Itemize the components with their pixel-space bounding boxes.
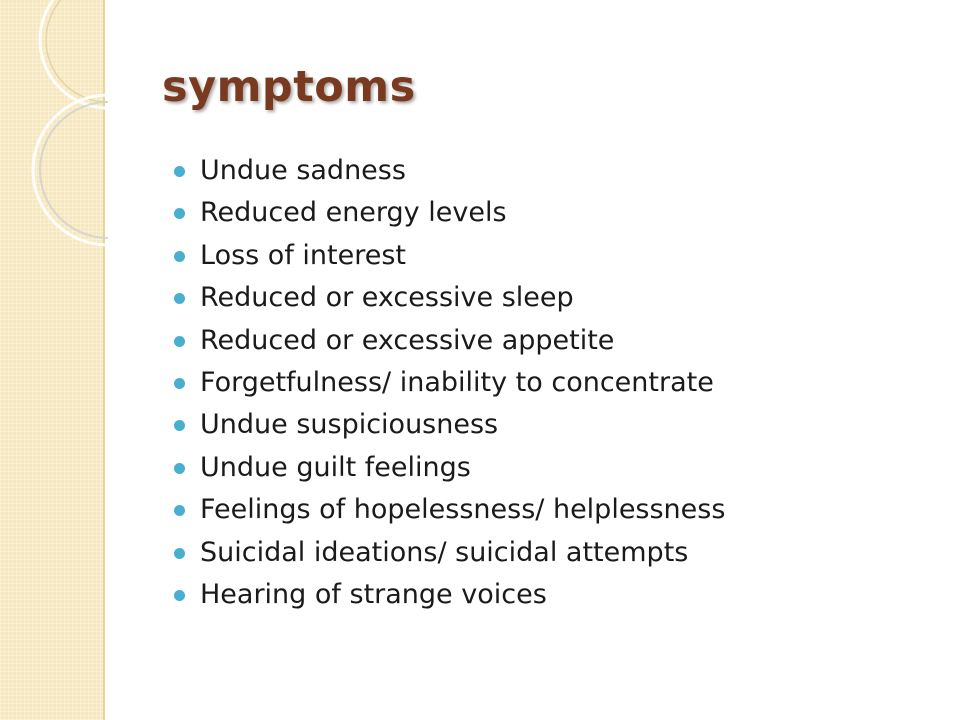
list-item-text: Loss of interest — [200, 239, 406, 271]
bullet-dot-icon — [174, 336, 185, 347]
bullet-dot-icon — [174, 378, 185, 389]
list-item-text: Undue suspiciousness — [200, 409, 499, 441]
bullet-dot-icon — [174, 505, 185, 516]
bullet-dot-icon — [174, 420, 185, 431]
list-item — [172, 574, 725, 616]
bullet-dot-icon — [174, 166, 185, 177]
list-item — [172, 532, 725, 574]
bullet-dot-icon — [174, 463, 185, 474]
bullet-dot-icon — [174, 293, 185, 304]
decorative-circles-icon — [0, 0, 108, 260]
list-item-text: Hearing of strange voices — [200, 578, 547, 610]
bullet-dot-icon — [174, 208, 185, 219]
list-item — [172, 362, 725, 404]
list-item — [172, 320, 725, 362]
list-item — [172, 447, 725, 489]
list-item — [172, 150, 725, 192]
list-item — [172, 404, 725, 446]
list-item — [172, 192, 725, 234]
list-item-text: Forgetfulness/ inability to concentrate — [200, 366, 714, 398]
list-item-text: Feelings of hopelessness/ helplessness — [200, 494, 726, 526]
list-item-text: Undue guilt feelings — [200, 451, 471, 483]
slide-title: symptoms — [162, 62, 416, 112]
list-item-text: Reduced or excessive appetite — [200, 324, 615, 356]
list-item-text: Reduced energy levels — [200, 197, 507, 229]
list-item-text: Suicidal ideations/ suicidal attempts — [200, 536, 689, 568]
list-item — [172, 489, 725, 531]
bullet-dot-icon — [174, 548, 185, 559]
symptom-list — [172, 150, 725, 616]
list-item — [172, 235, 725, 277]
bullet-dot-icon — [174, 251, 185, 262]
bullet-dot-icon — [174, 590, 185, 601]
list-item-text: Undue sadness — [200, 155, 406, 186]
list-item — [172, 277, 725, 319]
list-item-text: Reduced or excessive sleep — [200, 282, 574, 314]
